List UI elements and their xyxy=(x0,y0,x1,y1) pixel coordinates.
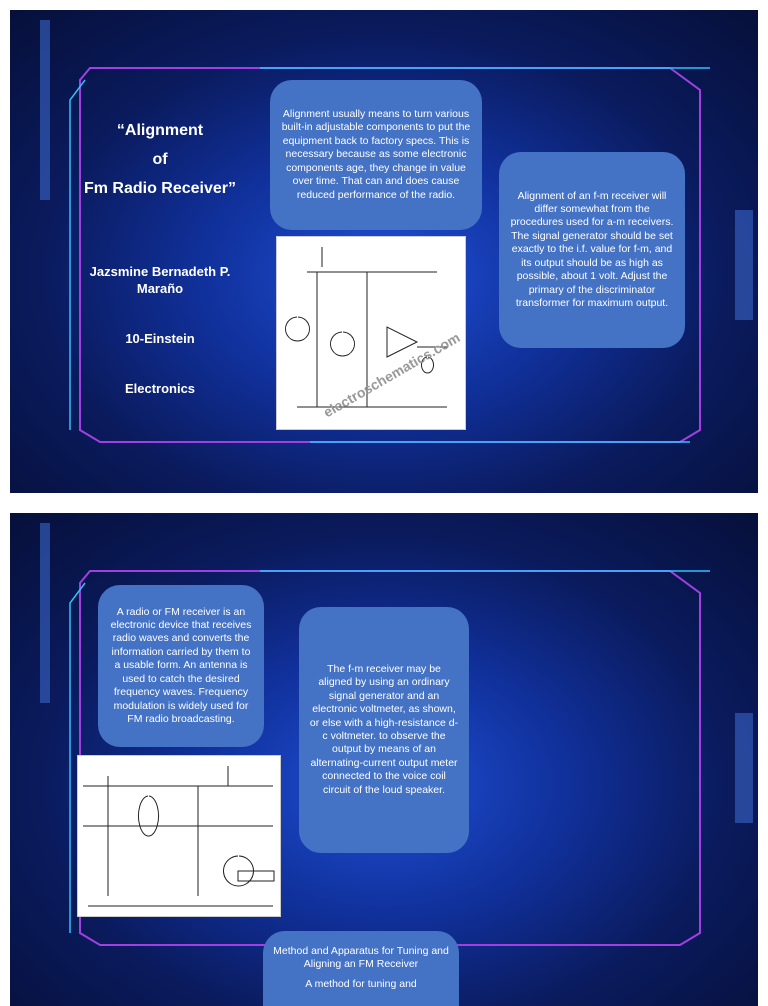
title-line: “Alignment xyxy=(116,122,204,139)
slide-2 xyxy=(10,513,758,1006)
slide-1 xyxy=(10,10,758,493)
watermark-text: electroschematics.com xyxy=(320,329,463,421)
fm-receiver-schematic-image xyxy=(276,236,466,430)
section-label: 10-Einstein xyxy=(125,331,195,346)
author-line: Jazsmine Bernadeth P. xyxy=(89,264,231,279)
title-line: of xyxy=(152,151,168,168)
method-textbox xyxy=(263,931,459,1006)
radio-receiver-textbox: A radio or FM receiver is an electronic device that receives radio waves and converts the information carried by them to a usable form. An antenna is used to catch the desired frequency waves. Frequency modulation is widely used for FM radio broadcasting. xyxy=(98,585,264,747)
alignment-textbox: Alignment usually means to turn various built-in adjustable components to put the equipment back to factory specs. This is necessary because as some electronic components age, they change in value over time. That can and does cause reduced performance of the radio. xyxy=(270,80,482,230)
author-line: Maraño xyxy=(136,281,184,296)
fm-aligned-textbox: The f-m receiver may be aligned by using an ordinary signal generator and an electronic voltmeter, as shown, or else with a high-resistance d-c voltmeter. to observe the output by means of an alternating-current output meter connected to the voice coil circuit of the loud speaker. xyxy=(299,607,469,853)
method-body: A method for tuning and xyxy=(305,977,417,990)
fm-alignment-textbox: Alignment of an f-m receiver will differ somewhat from the procedures used for a-m receivers. The signal generator should be set exactly to the i.f. value for f-m, and its output should be as high as possible, about 1 volt. Adjust the primary of the discriminator transformer for maximum output. xyxy=(499,152,685,348)
title-line: Fm Radio Receiver” xyxy=(83,180,237,197)
method-title: Method and Apparatus for Tuning and Aligning an FM Receiver xyxy=(273,945,449,971)
subject-label: Electronics xyxy=(124,381,196,396)
if-amplifier-schematic-image xyxy=(77,755,281,917)
